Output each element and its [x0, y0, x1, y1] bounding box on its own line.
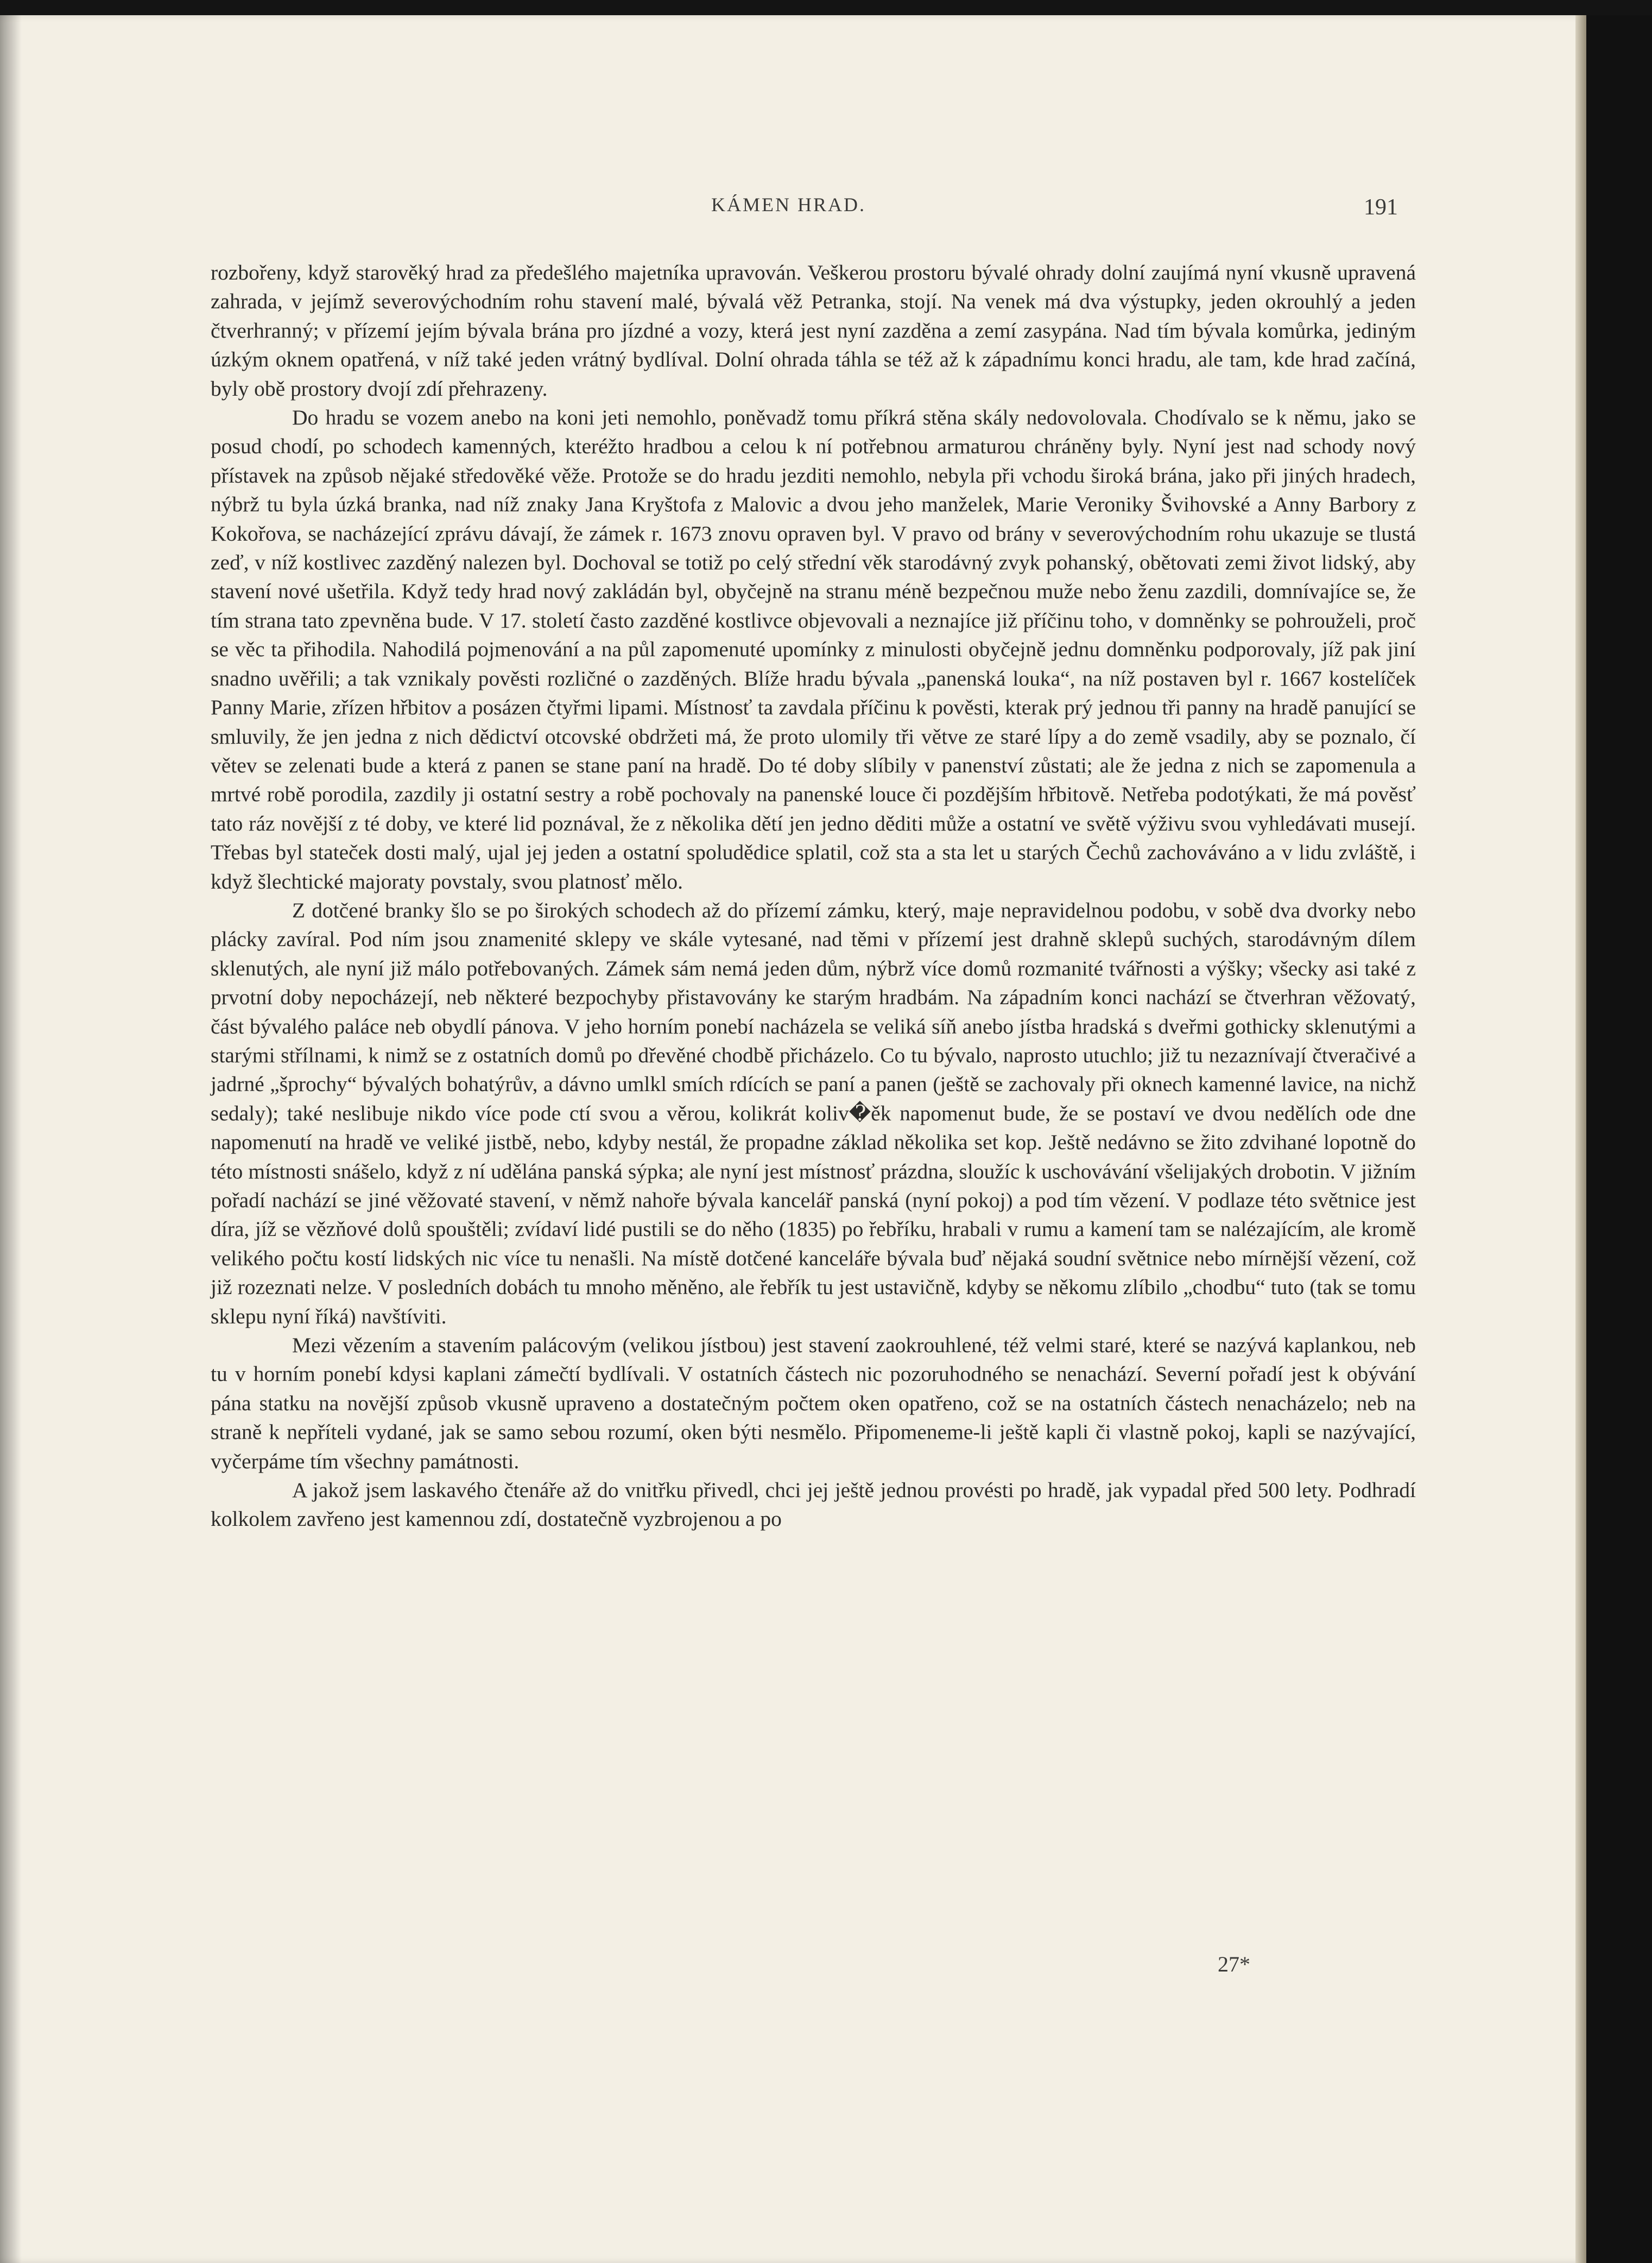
paragraph: A jakož jsem laskavého čtenáře až do vnitřku přivedl, chci jej ještě jednou provésti po hradě, jak vypadal před 500 lety. Podhradí kolkolem zavřeno jest kamennou zdí, dostatečně vyzbrojenou a po: [211, 1478, 1416, 1531]
body-text: [211, 258, 1416, 1534]
paragraph: Do hradu se vozem anebo na koni jeti nemohlo, poněvadž tomu příkrá stěna skály nedovolovala. Chodívalo se k němu, jako se posud chodí, po schodech kamenných, kteréžto hradbou a celou k ní potřebnou armaturou chráněny byly. Nyní jest nad schody nový přístavek na způsob nějaké středověké věže. Protože se do hradu jezditi nemohlo, nebyla při vchodu široká brána, jako při jiných hradech, nýbrž tu byla úzká branka, nad níž znaky Jana Kryštofa z Malovic a dvou jeho manželek, Marie Veroniky Švihovské a Anny Barbory z Kokořova, se nacházející zprávu dávají, že zámek r. 1673 znovu opraven byl. V pravo od brány v severovýchodním rohu ukazuje se tlustá zeď, v níž kostlivec zazděný nalezen byl. Dochoval se totiž po celý střední věk starodávný zvyk pohanský, obětovati zemi život lidský, aby stavení nové ušetřila. Když tedy hrad nový zakládán byl, obyčejně na stranu méně bezpečnou muže nebo ženu zazdili, domnívajíce se, že tím strana tato zpevněna bude. V 17. století často zazděné kostlivce objevovali a neznajíce již příčinu toho, v domněnky se pohrouželi, proč se věc ta přihodila. Nahodilá pojmenování a na půl zapomenuté upomínky z minulosti obyčejně jednu domněnku podporovaly, jíž pak jiní snadno uvěřili; a tak vznikaly pověsti rozličné o zazděných. Blíže hradu bývala „panenská louka“, na níž postaven byl r. 1667 kostelíček Panny Marie, zřízen hřbitov a posázen čtyřmi lipami. Místnosť ta zavdala příčinu k pověsti, kterak prý jednou tři panny na hradě panující se smluvily, že jen jedna z nich dědictví otcovské obdržeti má, že proto ulomily tři větve ze staré lípy a do země vsadily, aby se poznalo, čí větev se zelenati bude a která z panen se stane paní na hradě. Do té doby slíbily v panenství zůstati; ale že jedna z nich se zapomenula a mrtvé robě porodila, zazdily ji ostatní sestry a robě pochovaly na panenské louce či pozdějším hřbitově. Netřeba podotýkati, že má pověsť tato ráz novější z té doby, ve které lid poznával, že z několika dětí jen jedno děditi může a ostatní ve světě výživu svou vyhledávati musejí. Třebas byl stateček dosti malý, ujal jej jeden a ostatní spoludědice splatil, což sta a sta let u starých Čechů zachováváno a v lidu zvláště, i když šlechtické majoraty povstaly, svou platnosť mělo.: [211, 405, 1416, 893]
scan-right-edge: [1586, 15, 1652, 2263]
page-number: 191: [1364, 195, 1398, 220]
page-edge: [1575, 15, 1587, 2263]
paragraph: rozbořeny, když starověký hrad za předešlého majetníka upravován. Veškerou prostoru bývalé ohrady dolní zaujímá nyní vkusně upravená zahrada, v jejímž severovýchodním rohu stavení malé, bývalá věž Petranka, stojí. Na venek má dva výstupky, jeden okrouhlý a jeden čtverhranný; v přízemí jejím bývala brána pro jízdné a vozy, která jest nyní zazděna a zemí zasypána. Nad tím bývala komůrka, jediným úzkým oknem opatřená, v níž také jeden vrátný bydlíval. Dolní ohrada táhla se též až k západnímu konci hradu, ale tam, kde hrad začíná, byly obě prostory dvojí zdí přehrazeny.: [211, 261, 1416, 401]
scan-top-band: [0, 0, 1652, 15]
gutter-shadow: [0, 15, 22, 2263]
paragraph: Z dotčené branky šlo se po širokých schodech až do přízemí zámku, který, maje nepravidelnou podobu, v sobě dva dvorky nebo plácky zavíral. Pod ním jsou znamenité sklepy ve skále vytesané, nad těmi v přízemí jest drahně sklepů suchých, starodávným dílem sklenutých, ale nyní již málo potřebovaných. Zámek sám nemá jeden dům, nýbrž více domů rozmanité tvářnosti a výšky; všecky asi také z prvotní doby nepocházejí, neb některé bezpochyby přistavovány ke starým hradbám. Na západním konci nachází se čtverhran věžovatý, část bývalého paláce neb obydlí pánova. V jeho horním ponebí nacházela se veliká síň anebo jístba hradská s dveřmi gothicky sklenutými a starými střílnami, k nimž se z ostatních domů po dřevěné chodbě přicházelo. Co tu bývalo, naprosto utuchlo; již tu nezaznívají čtveračivé a jadrné „šprochy“ bývalých bohatýrův, a dávno umlkl smích rdících se paní a panen (ještě se zachovaly při oknech kamenné lavice, na nichž sedaly); také neslibuje nikdo více pode ctí svou a věrou, kolikrát koliv�ěk napomenut bude, že se postaví ve dvou nedělích ode dne napomenutí na hradě ve veliké jistbě, nebo, kdyby nestál, že propadne základ několika set kop. Ještě nedávno se žito zdvihané lopotně do této místnosti snášelo, když z ní udělána panská sýpka; ale nyní jest místnosť prázdna, sloužíc k uschovávání všelijakých drobotin. V jižním pořadí nachází se jiné věžovaté stavení, v němž nahoře bývala kancelář panská (nyní pokoj) a pod tím vězení. V podlaze této světnice jest díra, jíž se vězňové dolů spouštěli; zvídaví lidé pustili se do něho (1835) po řebříku, hrabali v rumu a kamení tam se nalézajícím, ale kromě velikého počtu kostí lidských nic více tu nenašli. Na místě dotčené kanceláře bývala buď nějaká soudní světnice nebo mírnější vězení, což již rozeznati nelze. V posledních dobách tu mnoho měněno, ale řebřík tu jest ustavičně, kdyby se někomu zlíbilo „chodbu“ tuto (tak se tomu sklepu nyní říká) navštíviti.: [211, 898, 1416, 1328]
running-title: KÁMEN HRAD.: [711, 194, 866, 215]
signature-mark: 27*: [1218, 1952, 1250, 1976]
paragraph: Mezi vězením a stavením palácovým (velikou jístbou) jest stavení zaokrouhlené, též velmi staré, které se nazývá kaplankou, neb tu v horním ponebí kdysi kaplani zámečtí bydlívali. V ostatních částech nic pozoruhodného se nenachází. Severní pořadí jest k obývání pána statku na novější způsob vkusně upraveno a dostatečným počtem oken opatřeno, což se na ostatních částech nenacházelo; neb na straně k nepříteli vydané, jak se samo sebou rozumí, oken býti nesmělo. Připomeneme-li ještě kapli či vlastně pokoj, kapli se nazývající, vyčerpáme tím všechny památnosti.: [211, 1333, 1416, 1473]
